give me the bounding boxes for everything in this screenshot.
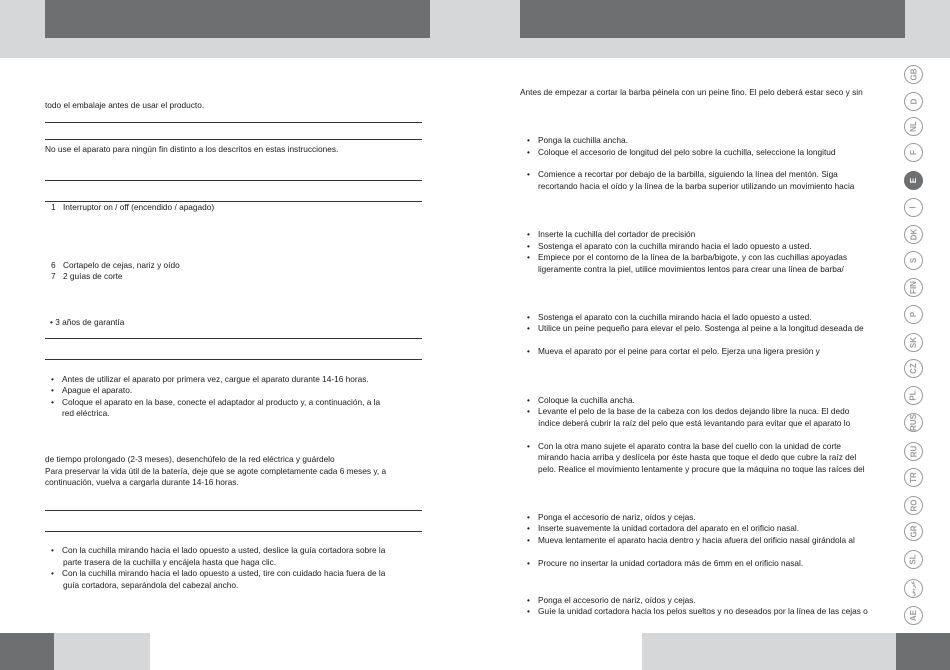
part-number: 1 <box>51 202 56 212</box>
precision-step-cont: ligeramente contra la piel, utilice movimientos lentos para crear una línea de barba/ <box>538 264 844 274</box>
left-footer-page-block <box>0 633 54 670</box>
storage-line: continuación, vuelva a cargarla durante 14-16 horas. <box>45 477 239 487</box>
storage-line: Para preservar la vida útil de la batería, deje que se agote completamente cada 6 meses y, a <box>45 466 387 476</box>
language-tab-sl[interactable]: SL <box>904 550 923 569</box>
neck-step-cont: mirando hacia arriba y deslícela por éste hasta que toque el dedo que cubre la raíz del <box>538 452 857 462</box>
language-tab-fin[interactable]: FIN <box>904 278 923 297</box>
language-tab-rus[interactable]: RUS <box>904 413 923 432</box>
language-tab-arabic[interactable]: عربي <box>904 579 923 598</box>
language-tab-s[interactable]: S <box>904 251 923 270</box>
storage-line: de tiempo prolongado (2-3 meses), desenchúfelo de la red eléctrica y guárdelo <box>45 454 335 464</box>
language-tab-gr[interactable]: GR <box>904 522 923 541</box>
divider <box>45 359 422 360</box>
divider <box>45 139 422 140</box>
language-tab-ro[interactable]: RO <box>904 496 923 515</box>
language-tab-i[interactable]: I <box>904 198 923 217</box>
language-tab-e-active[interactable]: E <box>904 171 923 190</box>
language-tab-tr[interactable]: TR <box>904 468 923 487</box>
language-tab-cz[interactable]: CZ <box>904 359 923 378</box>
language-tab-p[interactable]: P <box>904 305 923 324</box>
charging-step-cont: red eléctrica. <box>62 408 110 418</box>
part-number: 7 <box>51 271 56 281</box>
language-tab-ru[interactable]: RU <box>904 442 923 461</box>
right-header-bar <box>520 0 905 38</box>
divider <box>45 531 422 532</box>
part-label: Interruptor on / off (encendido / apagado) <box>63 202 215 212</box>
left-header-bar <box>45 0 430 38</box>
neck-step-cont: pelo. Realice el movimiento lentamente y procure que la máquina no toque las raíces del <box>538 464 865 474</box>
language-tab-pl[interactable]: PL <box>904 386 923 405</box>
right-footer-page-block <box>896 633 950 670</box>
language-tab-ae[interactable]: AE <box>904 606 923 625</box>
part-number: 6 <box>51 260 56 270</box>
warranty-line: • 3 años de garantía <box>50 317 125 327</box>
beard-step-cont: recortando hacia el oído y la línea de la barba superior utilizando un movimiento hacia <box>538 181 855 191</box>
language-tab-gb[interactable]: GB <box>904 65 923 84</box>
divider <box>45 338 422 339</box>
beard-intro: Antes de empezar a cortar la barba péinela con un peine fino. El pelo deberá estar seco y sin <box>520 87 863 97</box>
part-label: 2 guías de corte <box>63 271 123 281</box>
warning-line: No use el aparato para ningún fin distinto a los descritos en estas instrucciones. <box>45 144 339 154</box>
neck-step-cont: índice deberá cubrir la raíz del pelo que está levantando para evitar que el aparato lo <box>538 418 851 428</box>
language-tab-f[interactable]: F <box>904 143 923 162</box>
language-tab-nl[interactable]: NL <box>904 117 923 136</box>
intro-line: todo el embalaje antes de usar el producto. <box>45 100 205 110</box>
part-label: Cortapelo de cejas, nariz y oído <box>63 260 180 270</box>
right-footer-band <box>642 633 896 670</box>
language-tab-sk[interactable]: SK <box>904 333 923 352</box>
divider <box>45 510 422 511</box>
divider <box>45 122 422 123</box>
language-tab-d[interactable]: D <box>904 92 923 111</box>
guide-step-cont: guía cortadora, separándola del cabezal ancho. <box>63 580 239 590</box>
divider <box>45 180 422 181</box>
left-footer-band <box>54 633 150 670</box>
language-tab-dk[interactable]: DK <box>904 225 923 244</box>
guide-step-cont: parte trasera de la cuchilla y encájela hasta que haga clic. <box>63 557 277 567</box>
